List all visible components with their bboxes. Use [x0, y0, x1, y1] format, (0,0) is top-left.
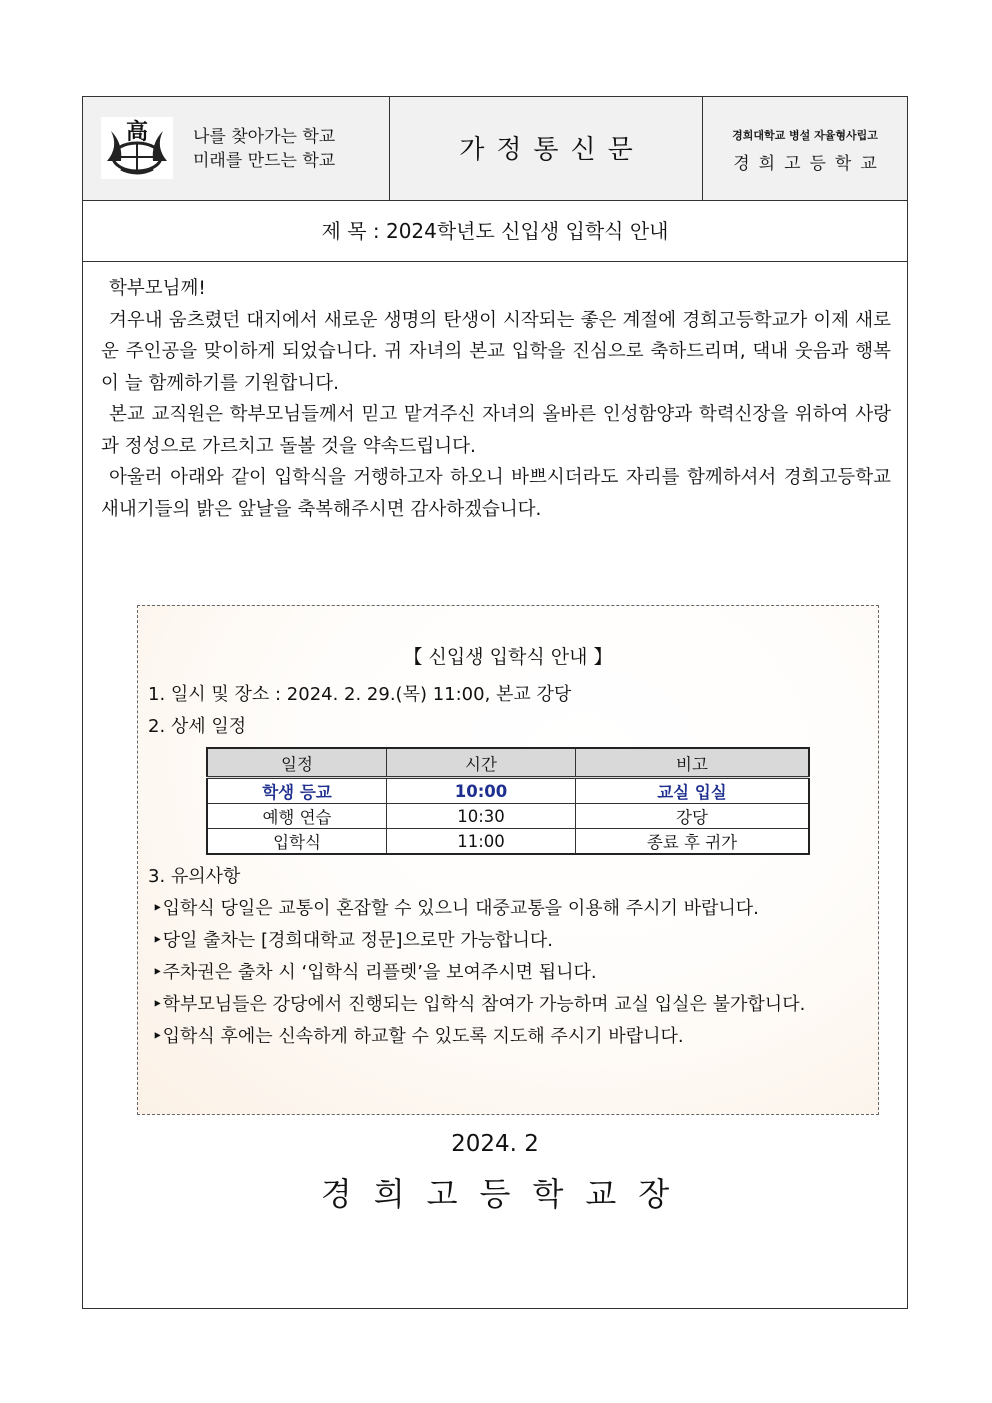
logo-character: 高	[125, 119, 149, 145]
letterhead-motto-cell	[83, 97, 390, 200]
note-item: ‣주차권은 출차 시 ‘입학식 리플렛’을 보여주시면 됩니다.	[152, 962, 597, 983]
notes-heading: 3. 유의사항	[148, 866, 241, 887]
principal-signature: 경희고등학교장	[320, 1175, 692, 1213]
school-subtitle: 경희대학교 병설 자율형사립고	[732, 129, 878, 142]
paragraph-3: 아울러 아래와 같이 입학식을 거행하고자 하오니 바쁘시더라도 자리를 함께하셔서 경희고등학교 새내기들의 밝은 앞날을 축복해주시면 감사하겠습니다.	[101, 467, 891, 520]
notice-title: 가정통신문	[459, 135, 645, 165]
table-cell: 학생 등교	[207, 778, 387, 804]
letter-body	[101, 273, 891, 525]
school-logo-icon	[101, 117, 173, 179]
letterhead	[83, 97, 907, 201]
greeting: 학부모님께!	[109, 278, 206, 299]
table-cell: 10:00	[387, 778, 576, 804]
table-row	[207, 829, 809, 855]
subject-line: 제 목 : 2024학년도 신입생 입학식 안내	[83, 201, 907, 262]
motto-line-2: 미래를 만드는 학교	[193, 151, 336, 171]
note-item: ‣학부모님들은 강당에서 진행되는 입학식 참여가 가능하며 교실 입실은 불가합니다.	[152, 994, 806, 1015]
table-header-event: 일정	[207, 748, 387, 778]
table-cell: 입학식	[207, 829, 387, 855]
note-item: ‣입학식 당일은 교통이 혼잡할 수 있으니 대중교통을 이용해 주시기 바랍니다.	[152, 898, 759, 919]
table-header-time: 시간	[387, 748, 576, 778]
info-box-title: 【 신입생 입학식 안내 】	[403, 646, 613, 668]
table-cell: 교실 입실	[576, 778, 810, 804]
school-motto	[193, 125, 335, 173]
table-header-note: 비고	[576, 748, 810, 778]
note-item: ‣당일 출차는 [경희대학교 정문]으로만 가능합니다.	[152, 930, 554, 951]
ceremony-info-box	[137, 605, 879, 1115]
letterhead-school-cell	[703, 97, 907, 200]
issue-date: 2024. 2	[451, 1131, 539, 1157]
table-row	[207, 804, 809, 829]
paragraph-2: 본교 교직원은 학부모님들께서 믿고 맡겨주신 자녀의 올바른 인성함양과 학력신장을 위하여 사랑과 정성으로 가르치고 돌볼 것을 약속드립니다.	[101, 404, 891, 457]
letterhead-title-cell	[390, 97, 703, 200]
schedule-heading: 2. 상세 일정	[148, 716, 247, 737]
table-cell: 강당	[576, 804, 810, 829]
document-page	[82, 96, 908, 1309]
table-cell: 11:00	[387, 829, 576, 855]
motto-line-1: 나를 찾아가는 학교	[193, 127, 336, 147]
note-item: ‣입학식 후에는 신속하게 하교할 수 있도록 지도해 주시기 바랍니다.	[152, 1026, 684, 1047]
date-place-item: 1. 일시 및 장소 : 2024. 2. 29.(목) 11:00, 본교 강당	[148, 684, 572, 705]
table-cell: 10:30	[387, 804, 576, 829]
table-row	[207, 778, 809, 804]
table-cell: 종료 후 귀가	[576, 829, 810, 855]
schedule-table	[206, 747, 810, 855]
school-name: 경희고등학교	[733, 154, 886, 174]
table-cell: 예행 연습	[207, 804, 387, 829]
paragraph-1: 겨우내 움츠렸던 대지에서 새로운 생명의 탄생이 시작되는 좋은 계절에 경희고등학교가 이제 새로운 주인공을 맞이하게 되었습니다. 귀 자녀의 본교 입학을 진심으로 축하드리며, 댁내 웃음과 행복이 늘 함께하기를 기원합니다.	[101, 309, 891, 394]
